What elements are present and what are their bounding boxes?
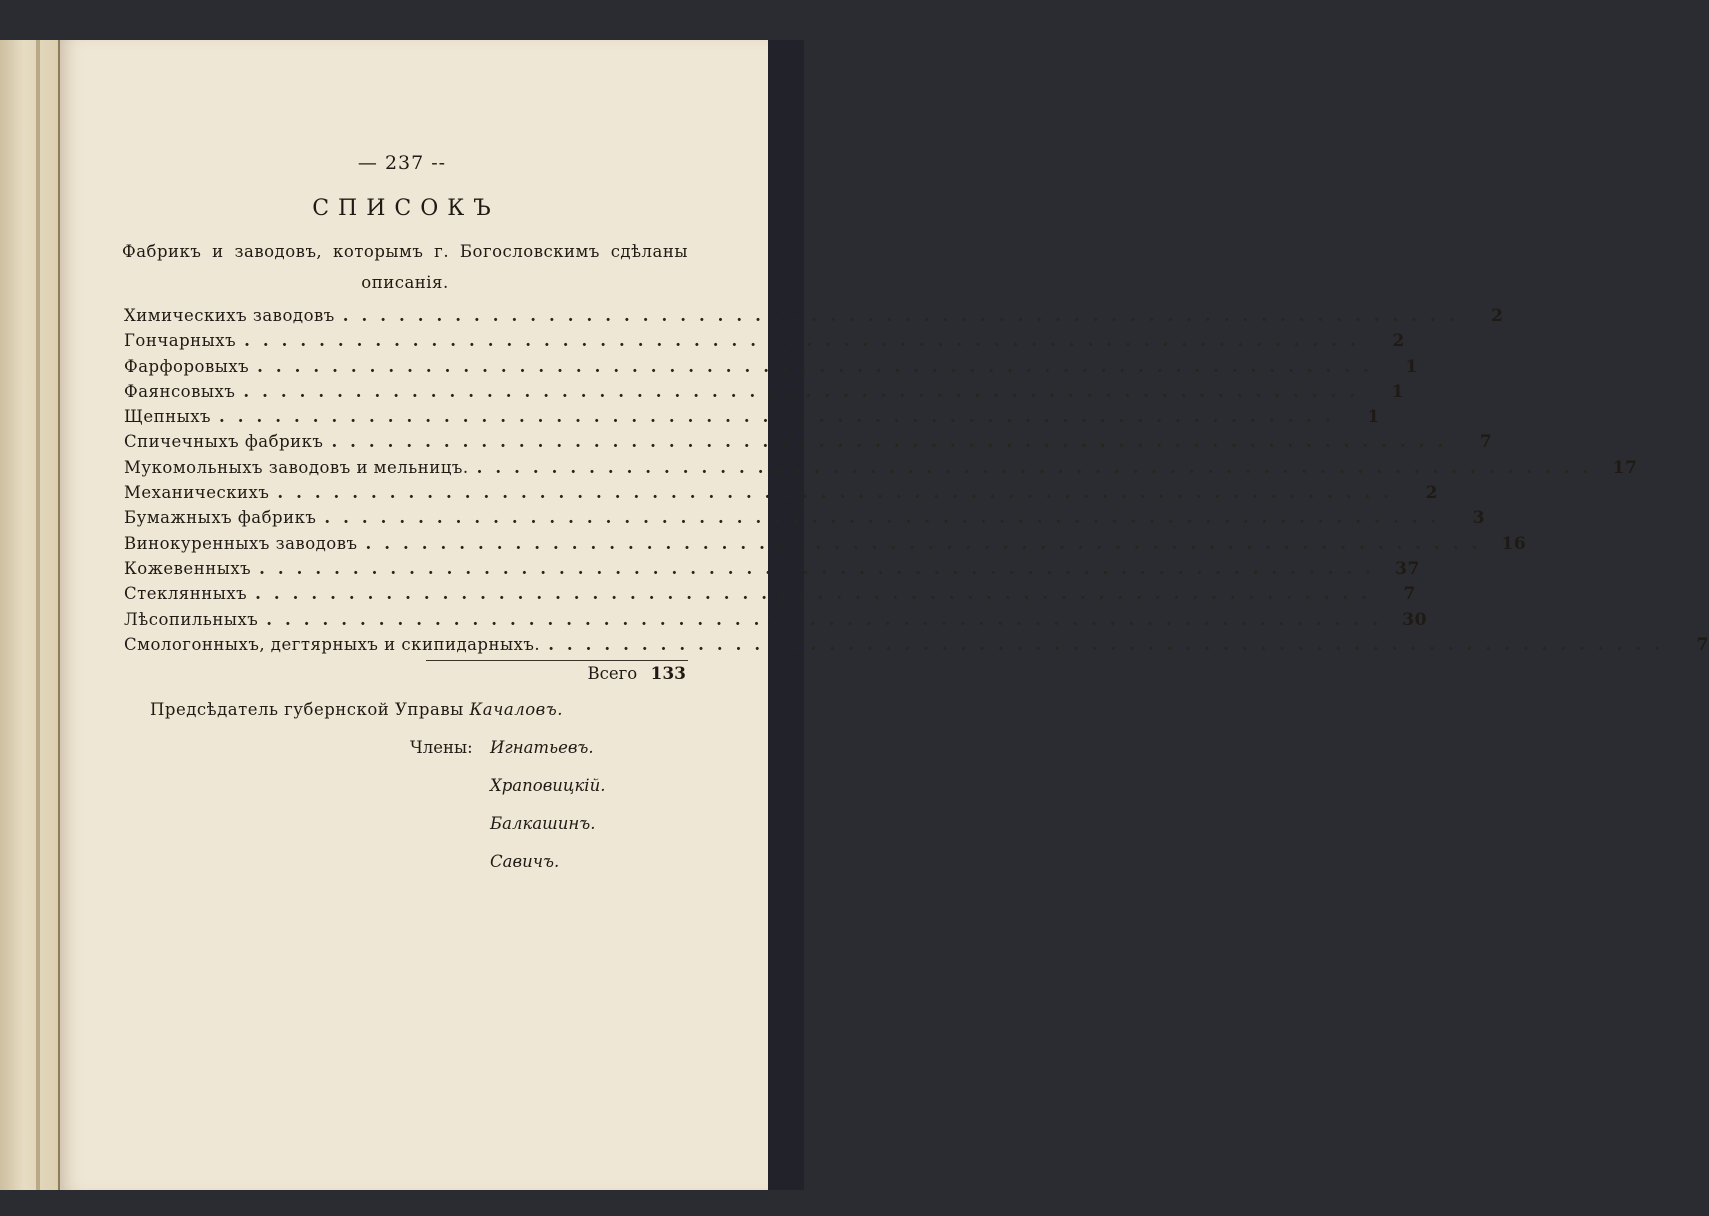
dot-leader: ............................................................ — [365, 533, 1491, 553]
dot-leader: ............................................................ — [259, 558, 1384, 578]
dot-leader: ............................................................ — [219, 407, 1344, 427]
page-number: — 237 -- — [357, 152, 447, 174]
member-signature: Балкашинъ. — [490, 814, 596, 833]
list-item — [124, 356, 1418, 382]
list-subtitle: Фабрикъ и заводовъ, которымъ г. Богословскимъ сдѣланы описанія. — [122, 242, 688, 292]
list-item — [124, 432, 1493, 457]
item-count: 1 — [1391, 381, 1405, 402]
item-name: Механическихъ — [124, 483, 270, 503]
dot-leader: ............................................................ — [548, 634, 1673, 654]
item-name: Стеклянныхъ — [124, 584, 248, 604]
list-item — [124, 558, 1420, 584]
item-count: 16 — [1501, 533, 1527, 554]
total-label: Всего — [587, 664, 638, 683]
item-count: 7 — [1479, 432, 1493, 453]
item-name: Гончарныхъ — [124, 331, 237, 351]
item-name: Фарфоровыхъ — [124, 356, 250, 376]
members-label: Члены: — [410, 738, 473, 757]
dot-leader: ............................................................ — [255, 584, 1380, 604]
item-name: Спичечныхъ фабрикъ — [124, 432, 324, 452]
member-signature: Савичъ. — [490, 852, 560, 871]
item-name: Щепныхъ — [124, 407, 212, 427]
list-item — [124, 381, 1405, 407]
dot-leader: ............................................................ — [266, 609, 1391, 629]
item-count: 2 — [1392, 331, 1405, 352]
item-count: 3 — [1472, 508, 1486, 529]
item-count: 1 — [1405, 356, 1418, 377]
item-count: 37 — [1395, 558, 1420, 579]
total-value: 133 — [650, 664, 686, 684]
item-name: Мукомольныхъ заводовъ и мельницъ. — [124, 457, 469, 477]
dot-leader: ............................................................ — [243, 381, 1369, 401]
item-count: 2 — [1425, 483, 1438, 504]
item-name: Смологонныхъ, дегтярныхъ и скипидарныхъ. — [124, 634, 541, 654]
chairman-signature: Качаловъ. — [469, 700, 563, 719]
list-item — [124, 508, 1486, 533]
member-signature: Храповицкій. — [490, 776, 606, 795]
member-signature: Игнатьевъ. — [490, 738, 594, 757]
list-item — [124, 483, 1438, 508]
factory-list — [124, 306, 1709, 660]
list-item — [124, 533, 1527, 559]
item-count: 30 — [1402, 609, 1427, 630]
item-count: 7 — [1403, 584, 1416, 605]
item-count: 1 — [1367, 407, 1380, 428]
item-count: 7 — [1696, 634, 1709, 655]
list-item — [124, 584, 1416, 609]
dot-leader: ............................................................ — [324, 508, 1450, 528]
item-name: Винокуренныхъ заводовъ — [124, 533, 358, 553]
dot-leader: ............................................................ — [476, 457, 1602, 477]
dot-leader: ............................................................ — [342, 306, 1468, 325]
item-name: Бумажныхъ фабрикъ — [124, 508, 317, 528]
dot-leader: ............................................................ — [257, 356, 1382, 376]
list-item — [124, 634, 1709, 660]
list-title: СПИСОКЪ — [312, 196, 500, 221]
item-name: Лѣсопильныхъ — [124, 609, 259, 629]
dot-leader: ............................................................ — [244, 331, 1369, 351]
list-item — [124, 407, 1380, 432]
dot-leader: ............................................................ — [277, 483, 1402, 503]
list-item — [124, 457, 1638, 483]
chairman-label: Предсѣдатель губернской Управы — [150, 700, 464, 719]
chairman-line — [150, 700, 563, 719]
dot-leader: ............................................................ — [331, 432, 1457, 452]
list-item — [124, 306, 1504, 331]
item-name: Кожевенныхъ — [124, 558, 252, 578]
item-count: 2 — [1491, 306, 1504, 326]
total-rule — [426, 660, 688, 661]
item-name: Химическихъ заводовъ — [124, 306, 335, 325]
item-name: Фаянсовыхъ — [124, 381, 236, 401]
list-item — [124, 331, 1405, 356]
total-line — [0, 664, 686, 684]
item-count: 17 — [1612, 457, 1638, 478]
list-item — [124, 609, 1427, 635]
